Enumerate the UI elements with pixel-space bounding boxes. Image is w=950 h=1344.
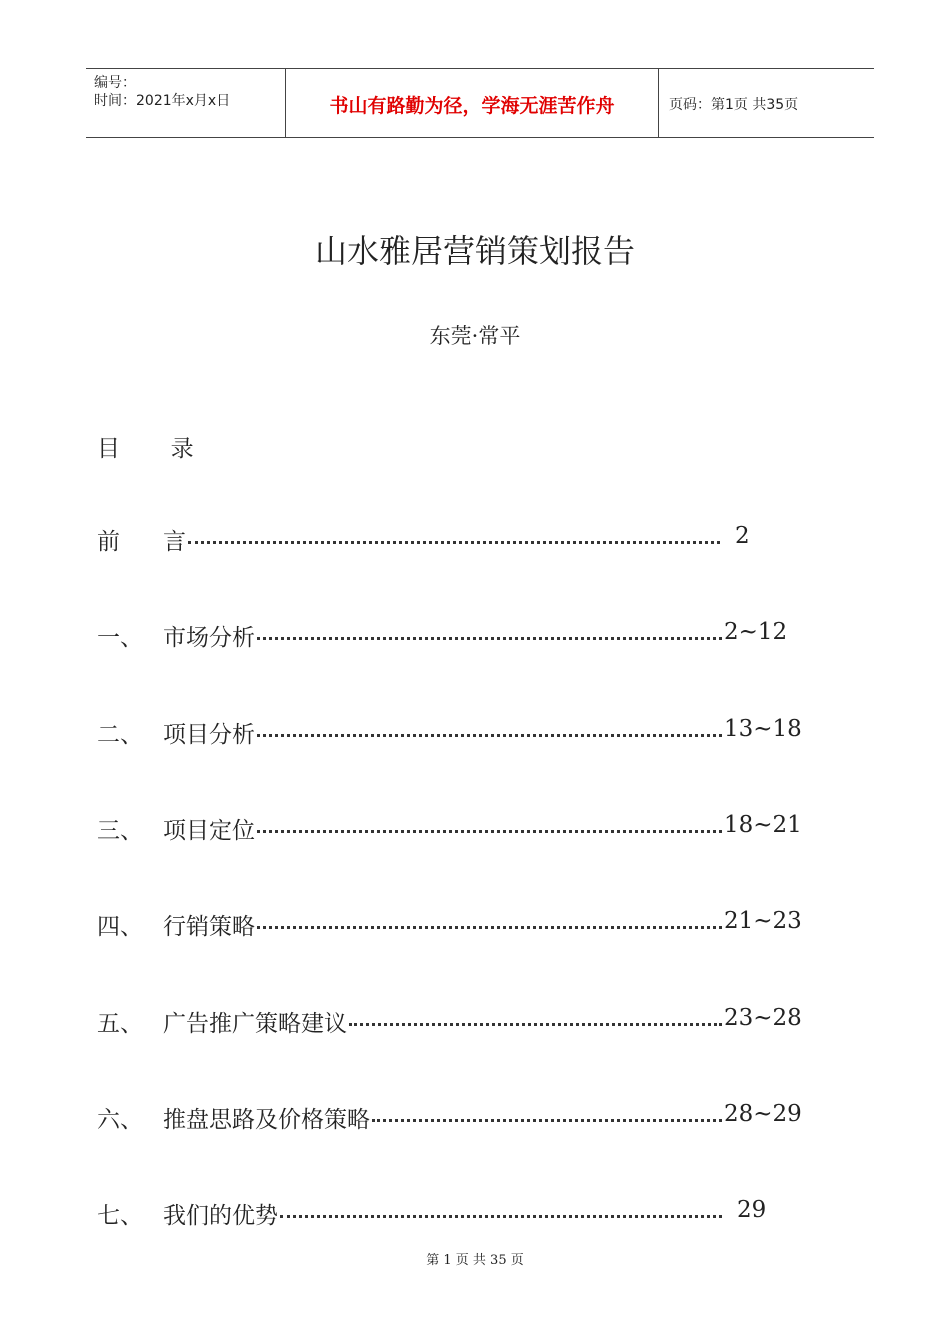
toc-leader-dots [349,1021,722,1026]
toc-item-label: 市场分析 [163,625,255,651]
toc-leader-dots [372,1117,722,1122]
toc-item-label: 项目定位 [163,818,255,844]
document-subtitle: 东莞·常平 [429,324,521,348]
toc-item [0,908,950,942]
document-title: 山水雅居营销策划报告 [314,232,635,270]
page-info: 页码：第1页 共35页 [669,97,799,113]
toc-item-page: 18~21 [724,812,802,838]
toc-item-page: 2 [735,523,750,549]
toc-item-page: 23~28 [724,1005,802,1031]
toc-item [0,1197,950,1231]
toc-item-label: 推盘思路及价格策略 [163,1107,370,1133]
toc-item-label: 我们的优势 [163,1203,278,1229]
toc-leader-dots [257,924,722,929]
toc-item-number: 前 [97,529,120,555]
toc-item [0,619,950,653]
toc-item-page: 28~29 [724,1101,802,1127]
number-label: 编号： [94,75,136,91]
motto-text: 书山有路勤为径，学海无涯苦作舟 [329,95,615,117]
page-footer: 第 1 页 共 35 页 [426,1253,524,1268]
toc-leader-dots [280,1213,722,1218]
header-table [86,68,874,138]
toc-leader-dots [188,539,720,544]
toc-item-page: 29 [737,1197,767,1223]
toc-heading-char-2: 录 [170,436,194,462]
toc-item-page: 2~12 [724,619,788,645]
toc-item-number: 三、 [97,818,143,844]
header-motto-cell [286,69,659,137]
toc-leader-dots [257,635,722,640]
toc-item-number: 一、 [97,625,143,651]
toc-item [0,812,950,846]
toc-item-page: 21~23 [724,908,802,934]
toc-item-number: 七、 [97,1203,143,1229]
toc-leader-dots [257,732,722,737]
toc-item-number: 六、 [97,1107,143,1133]
header-page-cell [659,69,874,137]
time-label: 时间：2021年x月x日 [94,93,231,109]
header-meta-cell [86,69,286,137]
toc-item [0,523,950,557]
toc-item-label: 广告推广策略建议 [163,1011,347,1037]
toc-item-number: 二、 [97,722,143,748]
toc-leader-dots [257,828,722,833]
toc-item-label: 言 [163,529,186,555]
toc-heading-char-1: 目 [97,436,120,462]
toc-item-label: 行销策略 [163,914,255,940]
toc-heading [97,430,194,463]
toc-item [0,1005,950,1039]
toc-item-number: 四、 [97,914,143,940]
toc-item [0,716,950,750]
toc-item [0,1101,950,1135]
toc-item-label: 项目分析 [163,722,255,748]
toc-item-page: 13~18 [724,716,802,742]
toc-item-number: 五、 [97,1011,143,1037]
